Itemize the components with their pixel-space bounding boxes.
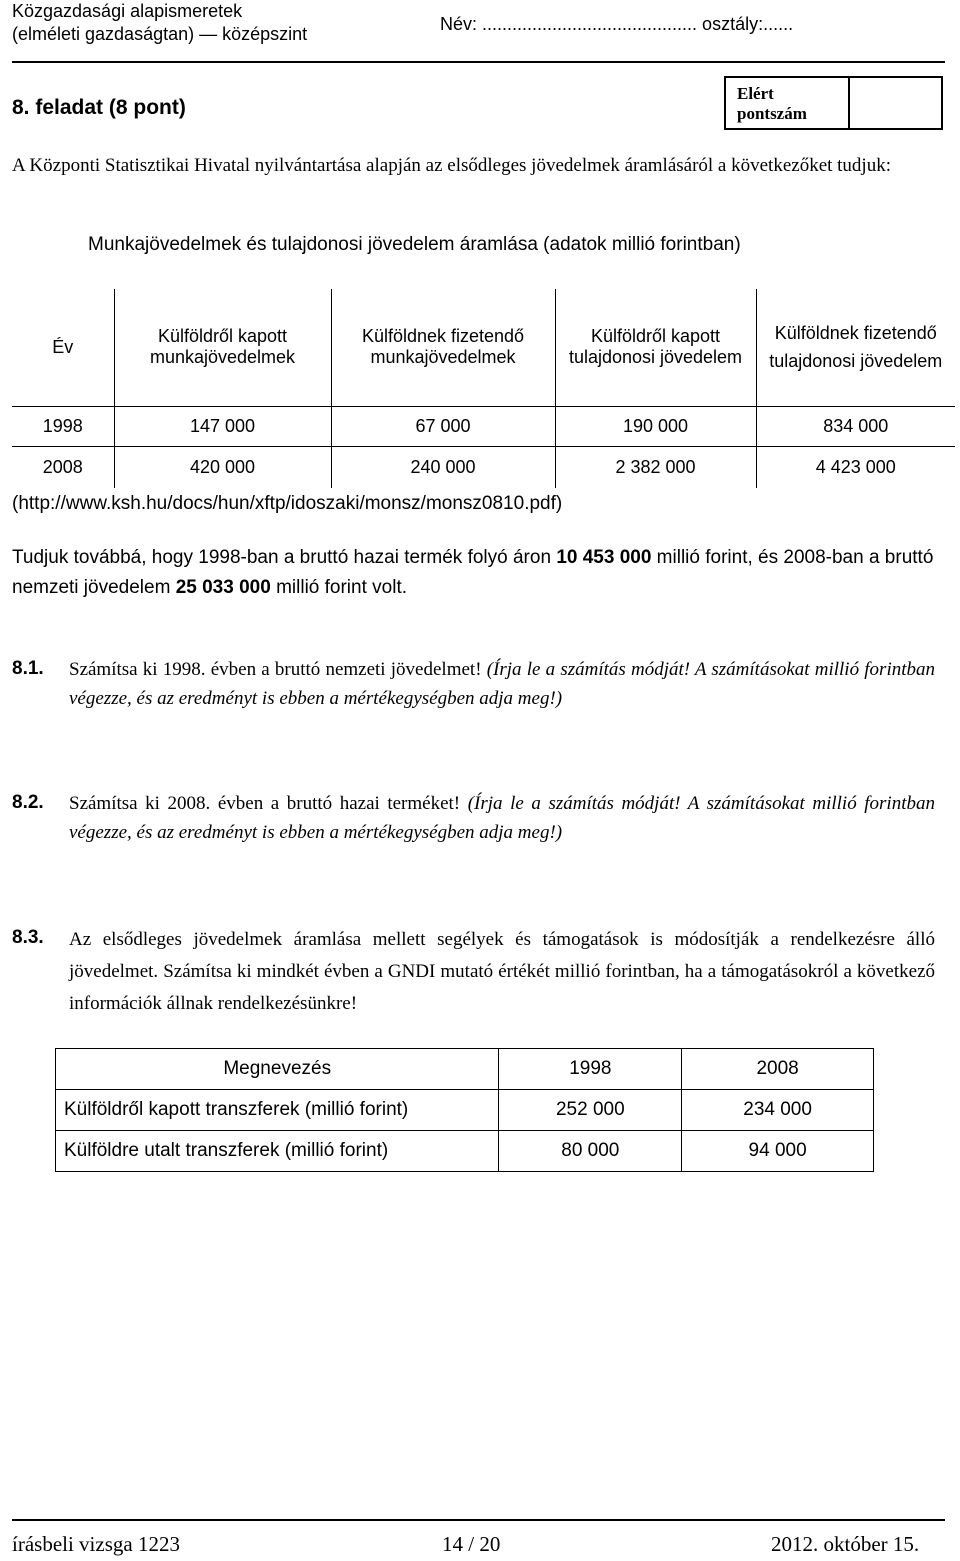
header-subject-line2: (elméleti gazdaságtan) — középszint	[12, 24, 308, 44]
subtask-8-3-text: Az elsődleges jövedelmek áramlása mellett segélyek és támogatások is módosítják a rendelkezésre álló jövedelmet. Számítsa ki mindkét évben a GNDI mutató értékét millió forintban, ha a támogatásokról a következő információk állnak rendelkezésünkre!	[69, 929, 935, 1014]
table1-cell: 4 423 000	[815, 456, 896, 477]
subtask-8-2	[69, 789, 935, 847]
table1-cell: 420 000	[114, 446, 331, 488]
table-row	[56, 1131, 874, 1172]
header-rule	[12, 61, 945, 63]
table1-cell: 834 000	[756, 406, 955, 446]
subtask-8-2-number: 8.2.	[12, 792, 44, 813]
info-text-1: Tudjuk továbbá, hogy 1998-ban a bruttó hazai termék folyó áron	[12, 547, 557, 568]
table2-header-name: Megnevezés	[56, 1049, 499, 1090]
table1-caption: Munkajövedelmek és tulajdonosi jövedelem áramlása (adatok millió forintban)	[88, 234, 741, 255]
header-name-class-line: Név: ........................................... osztály:......	[440, 14, 794, 34]
info-paragraph	[12, 543, 937, 603]
info-text-3: millió forint volt.	[270, 577, 407, 598]
table1-header-received-property: Külföldről kapott tulajdonosi jövedelem	[555, 289, 756, 406]
table1-cell: 67 000	[331, 406, 555, 446]
table2-cell: 252 000	[499, 1090, 682, 1131]
table1-cell: 240 000	[331, 446, 555, 488]
table2-header-row	[56, 1049, 874, 1090]
table1-header-year: Év	[12, 289, 114, 406]
header-subject-line1: Közgazdasági alapismeretek	[12, 1, 243, 21]
table2-cell: 80 000	[499, 1131, 682, 1172]
table1-cell: 2 382 000	[555, 446, 756, 488]
score-box-label: Elért pontszám	[737, 84, 807, 123]
footer-date: 2012. október 15.	[771, 1532, 920, 1556]
source-url: (http://www.ksh.hu/docs/hun/xftp/idoszaki/monsz/monsz0810.pdf)	[12, 493, 563, 514]
subtask-8-1	[69, 655, 935, 713]
subtask-8-1-number: 8.1.	[12, 658, 44, 679]
table1-header-row	[12, 289, 955, 406]
score-box-label-cell	[726, 78, 850, 128]
table1-cell: 2008	[12, 446, 114, 488]
table2-cell: 94 000	[682, 1131, 874, 1172]
table1-header-paid-labor: Külföldnek fizetendő munkajövedelmek	[331, 289, 555, 406]
subtask-8-2-instruction: (Írja le a számítás módját! A számításokat millió forintban végezze, és az eredményt is ebben a mértékegységben adja meg!)	[69, 793, 935, 843]
table-row	[12, 406, 955, 446]
table1-header-received-labor: Külföldről kapott munkajövedelmek	[114, 289, 331, 406]
subtask-8-1-text: Számítsa ki 1998. évben a bruttó nemzeti jövedelmet!	[69, 659, 487, 680]
table1-cell: 190 000	[555, 406, 756, 446]
income-flow-table	[12, 289, 955, 488]
footer-page-number: 14 / 20	[442, 1532, 501, 1556]
table2-cell: Külföldről kapott transzferek (millió forint)	[56, 1090, 499, 1131]
subtask-8-2-text: Számítsa ki 2008. évben a bruttó hazai terméket!	[69, 793, 468, 814]
table1-cell: 147 000	[114, 406, 331, 446]
table-row	[12, 446, 955, 488]
transfers-table	[55, 1048, 874, 1172]
info-text-2: millió forint, és 2008-ban a bruttó nemzeti jövedelem	[12, 547, 934, 598]
table2-cell: 234 000	[682, 1090, 874, 1131]
footer-rule	[12, 1519, 945, 1521]
table2-cell: Külföldre utalt transzferek (millió forint)	[56, 1131, 499, 1172]
table2-header-2008: 2008	[682, 1049, 874, 1090]
footer-exam-code: írásbeli vizsga 1223	[12, 1532, 180, 1556]
table-row	[56, 1090, 874, 1131]
task-title: 8. feladat (8 pont)	[12, 96, 186, 119]
table1-cell: 1998	[12, 406, 114, 446]
subtask-8-1-instruction: (Írja le a számítás módját! A számításokat millió forintban végezze, és az eredményt is ebben a mértékegységben adja meg!)	[69, 659, 936, 709]
table2-header-1998: 1998	[499, 1049, 682, 1090]
score-box	[724, 76, 943, 130]
table1-header-paid-property: Külföldnek fizetendő tulajdonosi jövedelem	[756, 289, 955, 406]
task-intro: A Központi Statisztikai Hivatal nyilvántartása alapján az elsődleges jövedelmek áramlásáról a következőket tudjuk:	[12, 155, 891, 176]
subtask-8-3-number: 8.3.	[12, 927, 44, 948]
gni-2008-value: 25 033 000	[175, 577, 271, 598]
gdp-1998-value: 10 453 000	[556, 547, 652, 568]
